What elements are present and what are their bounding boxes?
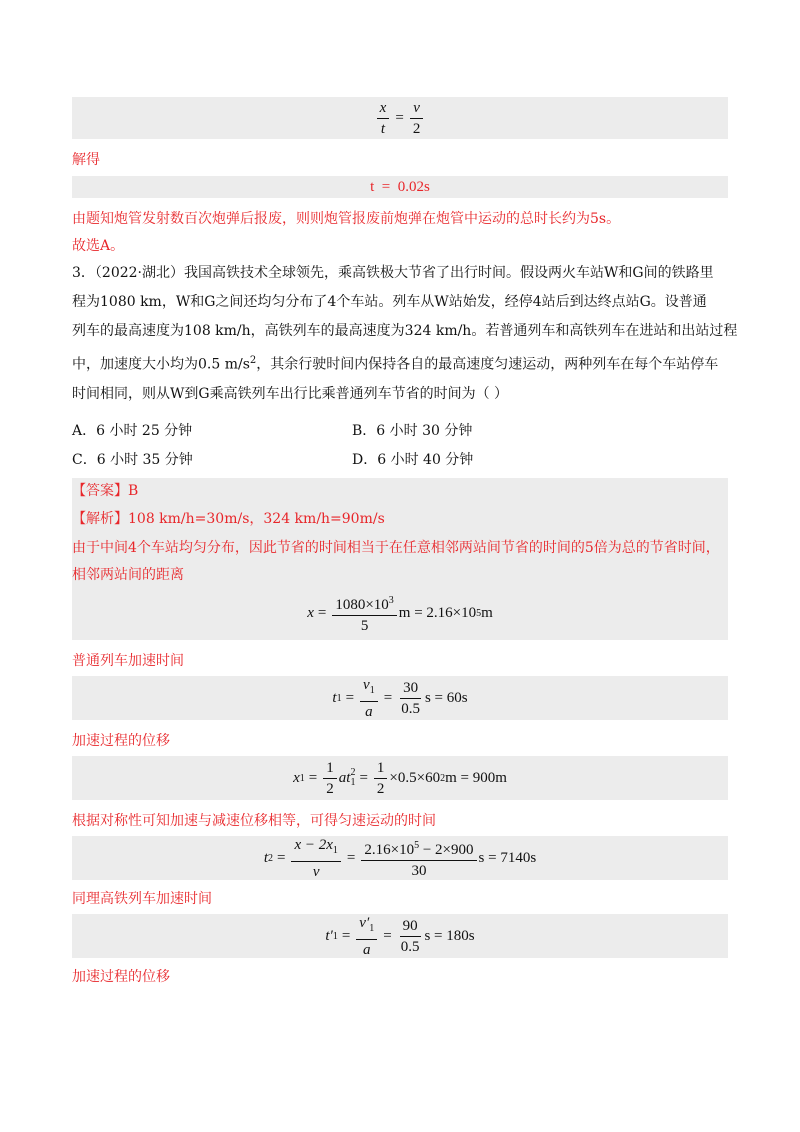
question-number: 3． [72, 265, 95, 281]
question-source: （2022·湖北） [94, 265, 185, 281]
label-displacement-1: 加速过程的位移 [72, 733, 170, 749]
fraction: $\frac{x - 2x_1}{v}$ [291, 836, 340, 881]
equation-t2: t 2 = $\frac{x - 2x_1}{v}$ = $\frac{2.16\times 10^5 - 2\times 900}{30}$ s = 7140s [72, 836, 728, 880]
choose-a-text: 故选A。 [72, 238, 125, 254]
fraction: $\frac{1}{2}$ [374, 759, 388, 798]
fraction: $\frac{1}{2}$ [323, 759, 337, 798]
fraction: $\frac{30}{0.5}$ [401, 679, 420, 717]
option-c[interactable]: C．6 小时 35 分钟 [72, 452, 193, 468]
label-normal-accel: 普通列车加速时间 [72, 653, 184, 669]
label-displacement-2: 加速过程的位移 [72, 969, 170, 985]
fraction: $\frac{x}{t}$ [377, 99, 390, 138]
fraction: $\frac{1080\times 10^3}{5}$ [332, 592, 396, 635]
conclusion-text: 由题知炮管发射数百次炮弹后报废，则则炮管报废前炮弹在炮管中运动的总时长约为5s。 [72, 211, 621, 227]
fraction: $\frac{v'_1}{a}$ [356, 914, 377, 959]
answer-tag: 【答案】 [72, 483, 128, 499]
equation-distance: x = $\frac{1080\times 10^3}{5}$ m = 2.16×10 5 m [72, 590, 728, 636]
option-d[interactable]: D．6 小时 40 分钟 [352, 452, 474, 468]
fraction: $\frac{v}{2}$ [410, 99, 424, 138]
label-symmetry: 根据对称性可知加速与减速位移相等，可得匀速运动的时间 [72, 813, 436, 829]
answer-block [72, 478, 728, 640]
analysis-tag: 【解析】 [72, 511, 128, 527]
label-hsr-accel: 同理高铁列车加速时间 [72, 891, 212, 907]
answer-value: B [128, 483, 139, 499]
option-a[interactable]: A．6 小时 25 分钟 [72, 423, 193, 439]
equation-t1-prime: t′ 1 = $\frac{v'_1}{a}$ = $\frac{90}{0.5}$ s = 180s [72, 914, 728, 958]
t-result-equation: t = 0.02s [72, 176, 728, 198]
fraction: $\frac{90}{0.5}$ [400, 917, 420, 955]
equation-t1: t 1 = $\frac{v_1}{a}$ = $\frac{30}{0.5}$ s = 60s [72, 676, 728, 720]
reason-line-2: 相邻两站间的距离 [72, 567, 184, 583]
reason-line-1: 由于中间4个车站均匀分布，因此节省的时间相当于在任意相邻两站间节省的时间的5倍为总的节省时间， [72, 540, 720, 556]
equation-x-over-t: $\frac{x}{t}$ = $\frac{v}{2}$ [72, 97, 728, 139]
question-3: 3．（2022·湖北）我国高铁技术全球领先，乘高铁极大节省了出行时间。假设两火车站W和G间的铁路里 程为1080 km，W和G之间还均匀分布了4个车站。列车从W站始发，经停4站后到达终点站G。设普通 列车的最高速度为108 km/h，高铁列车的最高速度为324 km/h。若普通列车和高铁列车在进站和出站过程 中，加速度大小均为0.5 $m/s^2$，其余行驶时间内保持各自的最高速度匀速运动，两种列车在每个车站停车 时间相同，则从W到G乘高铁列车出行比乘普通列车节省的时间为（ ） [72, 265, 738, 402]
solved-label: 解得 [72, 152, 100, 168]
fraction: $\frac{v_1}{a}$ [360, 676, 378, 721]
equation-x1: x 1 = $\frac{1}{2}$ at 2 1 = $\frac{1}{2}$ ×0.5×60 2 m = 900m [72, 756, 728, 800]
analysis-conversion: 108 km/h=30m/s，324 km/h=90m/s [128, 511, 385, 527]
option-b[interactable]: B．6 小时 30 分钟 [352, 423, 473, 439]
fraction: $\frac{2.16\times 10^5 - 2\times 900}{30}$ [361, 837, 476, 880]
